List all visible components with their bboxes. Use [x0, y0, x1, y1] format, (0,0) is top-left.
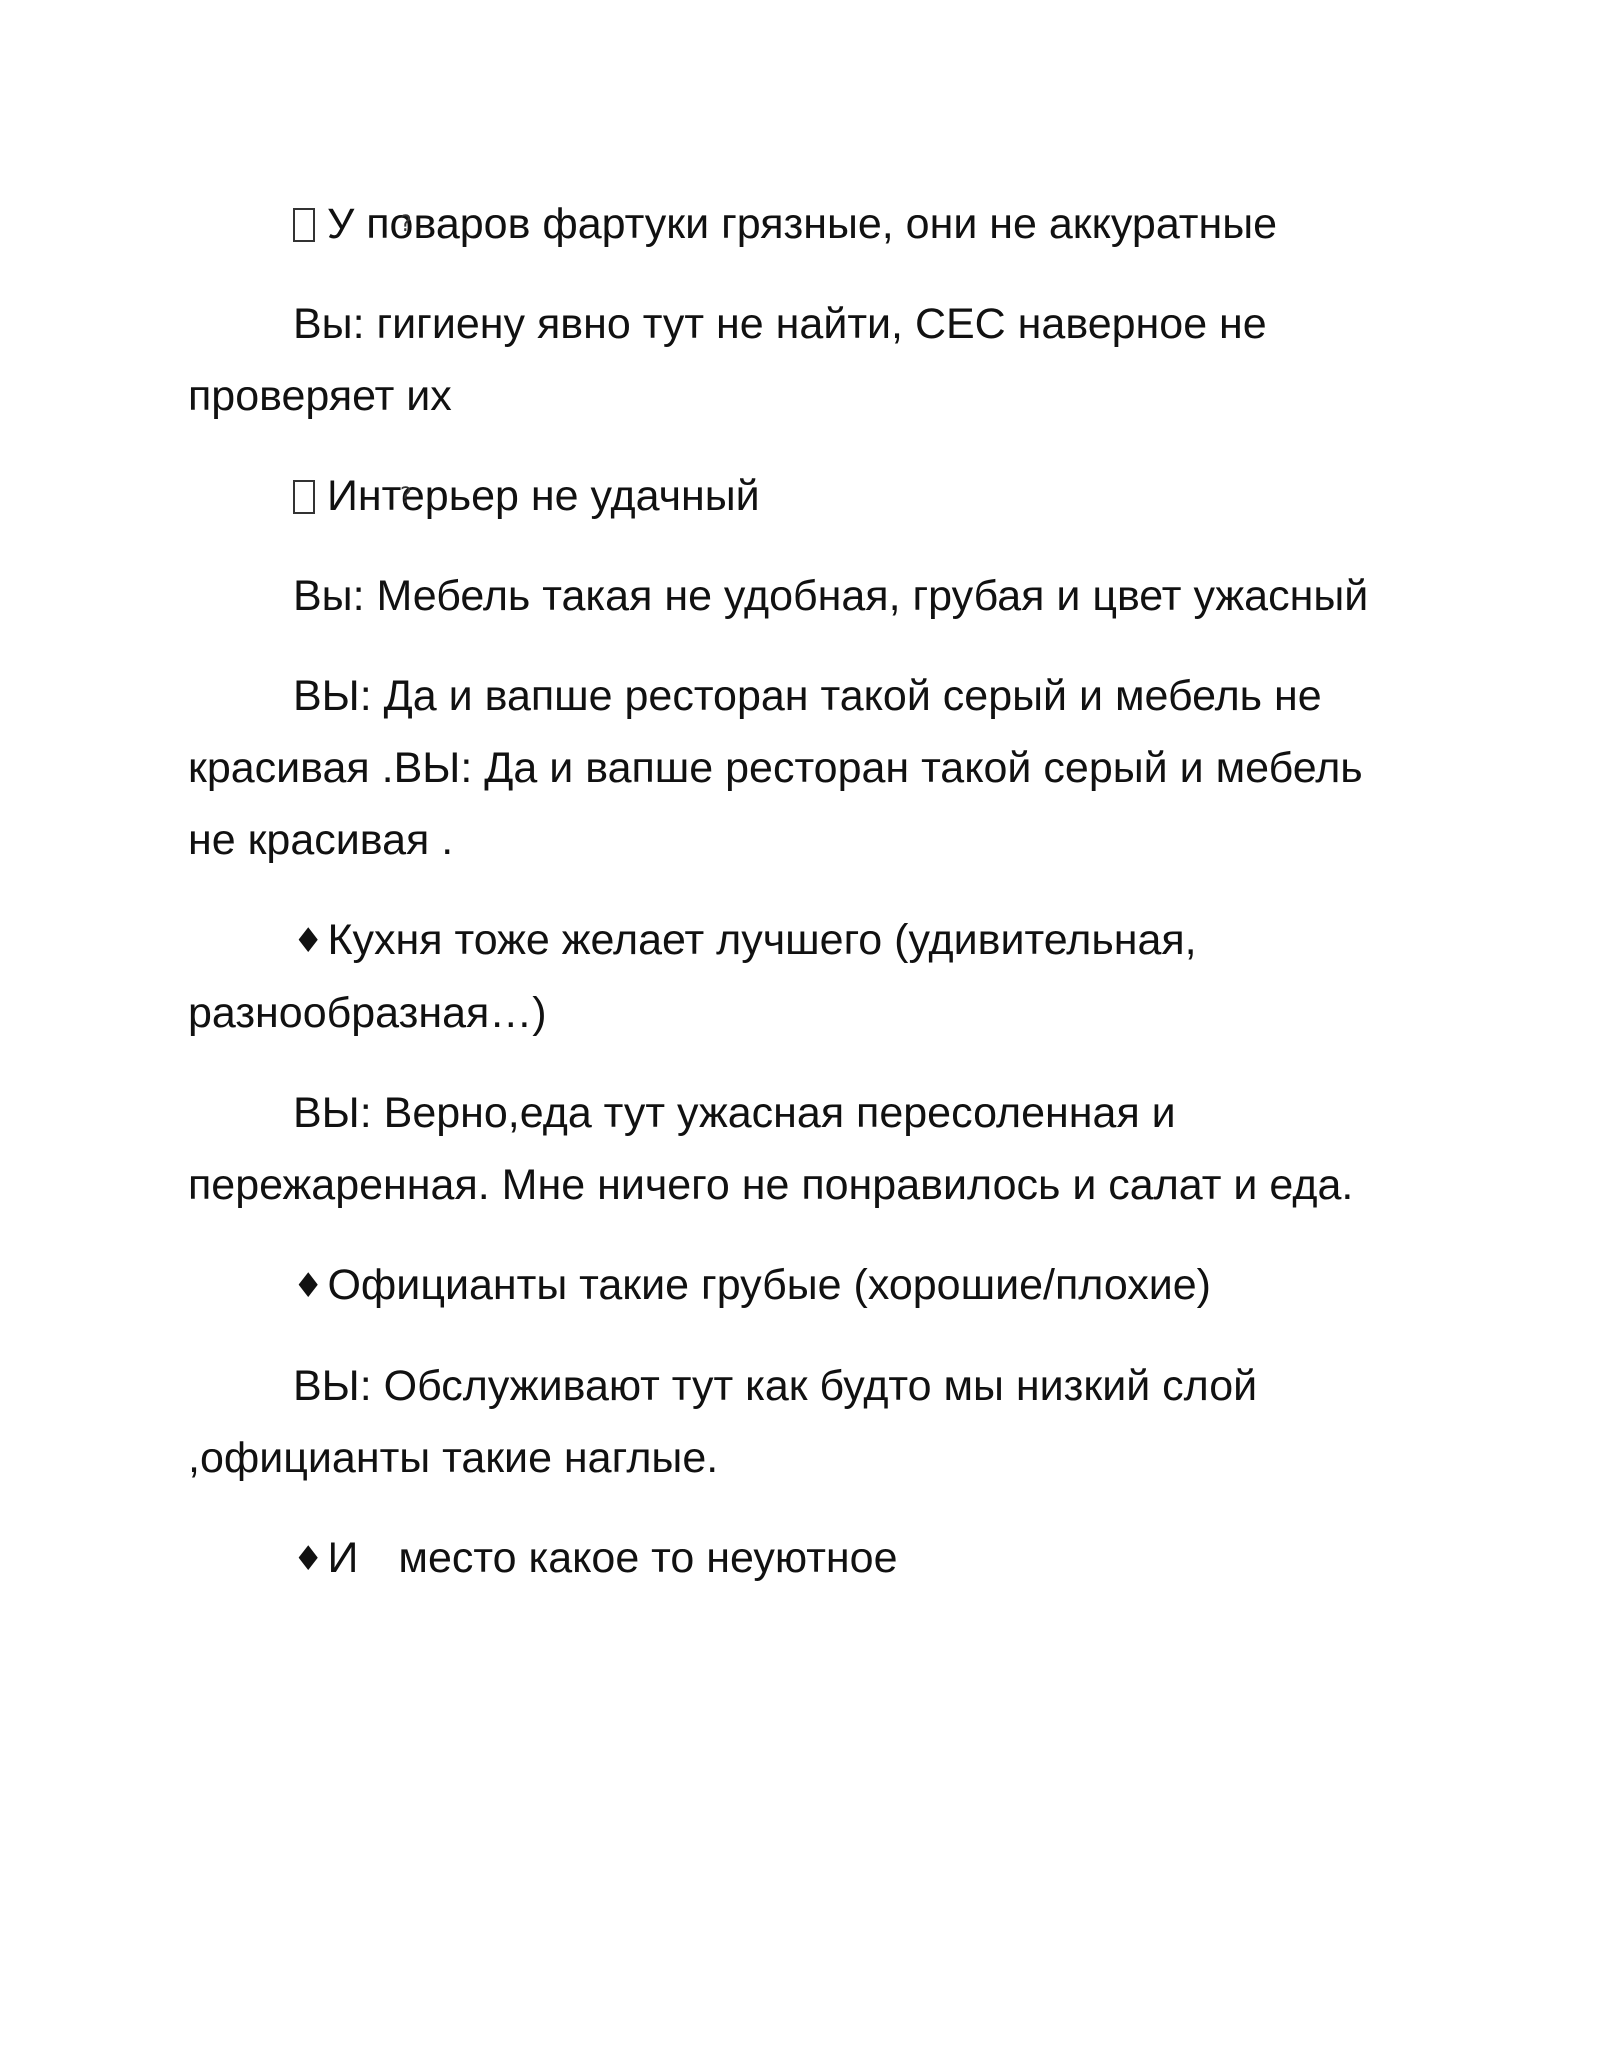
document-body [188, 188, 1408, 1623]
paragraph-6 [188, 904, 1408, 1049]
diamond-bullet-icon: ♦ [293, 921, 324, 961]
paragraph-3 [188, 460, 1408, 532]
paragraph-9 [188, 1350, 1408, 1494]
diamond-bullet-icon: ♦ [293, 1539, 324, 1579]
missing-glyph-box-icon [293, 208, 315, 242]
paragraph-text: Кухня тоже желает лучшего (удивительная, разнообразная…) [188, 916, 1197, 1037]
paragraph-text: место какое то неуютное [398, 1534, 898, 1582]
paragraph-text: Вы: гигиену явно тут не найти, СЕС наверное не проверяет их [188, 300, 1267, 420]
paragraph-7 [188, 1077, 1408, 1221]
paragraph-10 [188, 1522, 1408, 1595]
paragraph-text: Официанты такие грубые (хорошие/плохие) [327, 1261, 1211, 1309]
paragraph-4 [188, 560, 1408, 632]
paragraph-text: Интерьер не удачный [327, 472, 760, 520]
paragraph-text: У поваров фартуки грязные, они не аккуратные [327, 200, 1278, 248]
paragraph-text: ВЫ: Верно,еда тут ужасная пересоленная и пережаренная. Мне ничего не понравилось и салат и еда. [188, 1089, 1354, 1209]
paragraph-2 [188, 288, 1408, 432]
paragraph-text: Вы: Мебель такая не удобная, грубая и цвет ужасный [293, 572, 1369, 620]
paragraph-text: ВЫ: Обслуживают тут как будто мы низкий слой ,официанты такие наглые. [188, 1362, 1258, 1482]
missing-glyph-box-icon [293, 480, 315, 514]
paragraph-text: ВЫ: Да и вапше ресторан такой серый и мебель не красивая .ВЫ: Да и вапше ресторан такой серый и мебель не красивая . [188, 672, 1363, 864]
diamond-bullet-icon: ♦ [293, 1266, 324, 1306]
paragraph-1 [188, 188, 1408, 260]
paragraph-text-first-word: И [327, 1534, 359, 1582]
paragraph-8 [188, 1249, 1408, 1322]
paragraph-5 [188, 660, 1408, 876]
